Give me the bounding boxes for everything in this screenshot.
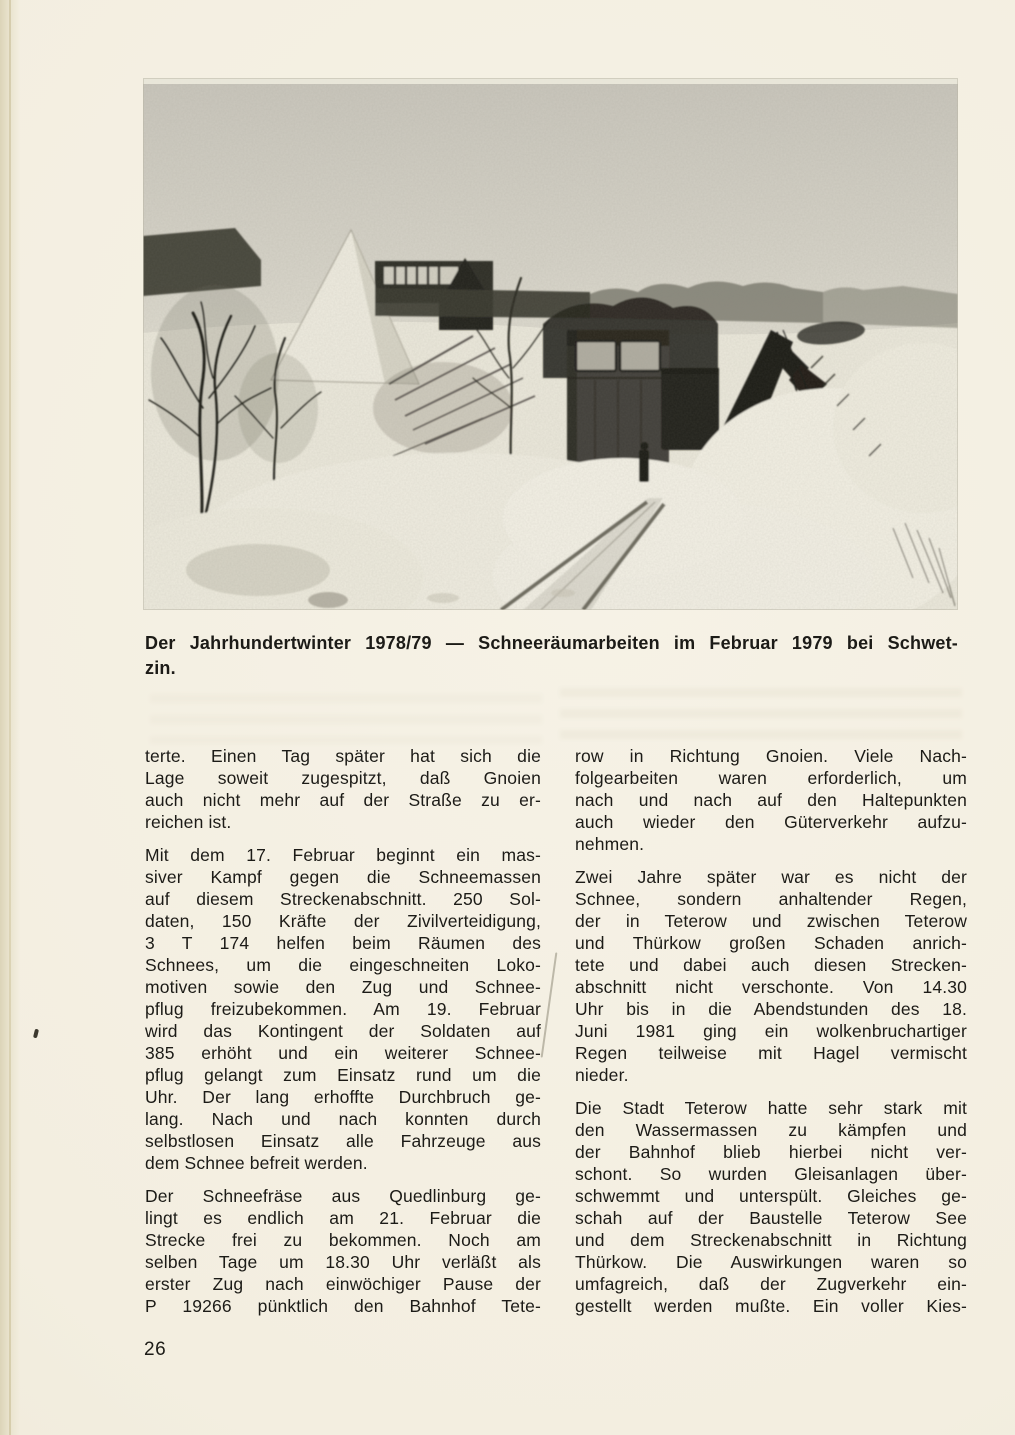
paragraph (145, 844, 541, 1174)
text-line: selbstlosen Einsatz alle Fahrzeuge aus (145, 1131, 541, 1151)
text-line: daten, 150 Kräfte der Zivilverteidigung, (145, 911, 541, 931)
text-line: umfagreich, daß der Zugverkehr ein- (575, 1274, 967, 1294)
text-line: pflug freizubekommen. Am 19. Februar (145, 999, 541, 1019)
text-line: schwemmt und unterspült. Gleiches ge- (575, 1186, 967, 1206)
text-line: Uhr. Der lang erhoffte Durchbruch ge- (145, 1087, 541, 1107)
text-line: folgearbeiten waren erforderlich, um (575, 768, 967, 788)
text-line: und Thürkow großen Schaden anrich- (575, 933, 967, 953)
page-fold-line (9, 0, 11, 1435)
text-line: Mit dem 17. Februar beginnt ein mas- (145, 845, 541, 865)
text-line: Die Stadt Teterow hatte sehr stark mit (575, 1098, 967, 1118)
text-line: Schnee, sondern anhaltender Regen, (575, 889, 967, 909)
text-line: 385 erhöht und ein weiterer Schnee- (145, 1043, 541, 1063)
text-line: auch nicht mehr auf der Straße zu er- (145, 790, 541, 810)
paragraph (575, 745, 967, 855)
page-number: 26 (144, 1339, 167, 1360)
text-line: 3 T 174 helfen beim Räumen des (145, 933, 541, 953)
article-columns (145, 745, 967, 1345)
ink-speck (33, 1029, 39, 1039)
text-line: lang. Nach und nach konnten durch (145, 1109, 541, 1129)
text-line: Schnees, um die eingeschneiten Loko- (145, 955, 541, 975)
text-line: Juni 1981 ging ein wolkenbruchartiger (575, 1021, 967, 1041)
paragraph (575, 866, 967, 1086)
text-line: der in Teterow und zwischen Teterow (575, 911, 967, 931)
column-left (145, 745, 541, 1328)
text-line: und dem Streckenabschnitt in Richtung (575, 1230, 967, 1250)
text-line: abschnitt nicht verschonte. Von 14.30 (575, 977, 967, 997)
text-line: pflug gelangt zum Einsatz rund um die (145, 1065, 541, 1085)
text-line: nieder. (575, 1065, 629, 1085)
text-line: tete und dabei auch diesen Strecken- (575, 955, 967, 975)
show-through-ghost (150, 694, 542, 744)
text-line: gestellt werden mußte. Ein voller Kies- (575, 1296, 967, 1316)
photo-grain-overlay (143, 78, 958, 610)
text-line: reichen ist. (145, 812, 232, 832)
text-line: Lage soweit zugespitzt, daß Gnoien (145, 768, 541, 788)
paragraph (145, 745, 541, 833)
text-line: nach und nach auf den Haltepunkten (575, 790, 967, 810)
text-line: motiven sowie den Zug und Schnee- (145, 977, 541, 997)
text-line: Der Schneefräse aus Quedlinburg ge- (145, 1186, 541, 1206)
text-line: schont. So wurden Gleisanlagen über- (575, 1164, 967, 1184)
caption-line-1: Der Jahrhundertwinter 1978/79 — Schneeräumarbeiten im Februar 1979 bei Schwet- (145, 633, 958, 653)
show-through-ghost (560, 688, 962, 746)
text-line: auf diesem Streckenabschnitt. 250 Sol- (145, 889, 541, 909)
text-line: erster Zug nach einwöchiger Pause der (145, 1274, 541, 1294)
text-line: Regen teilweise mit Hagel vermischt (575, 1043, 967, 1063)
text-line: selben Tage um 18.30 Uhr verläßt als (145, 1252, 541, 1272)
text-line: dem Schnee befreit werden. (145, 1153, 368, 1173)
column-right (575, 745, 967, 1328)
text-line: nehmen. (575, 834, 645, 854)
text-line: schah auf der Baustelle Teterow See (575, 1208, 967, 1228)
text-line: Uhr bis in die Abendstunden des 18. (575, 999, 967, 1019)
text-line: lingt es endlich am 21. Februar die (145, 1208, 541, 1228)
text-line: der Bahnhof blieb hierbei nicht ver- (575, 1142, 967, 1162)
text-line: siver Kampf gegen die Schneemassen (145, 867, 541, 887)
text-line: Zwei Jahre später war es nicht der (575, 867, 967, 887)
photo-illustration (143, 78, 958, 610)
paragraph (145, 1185, 541, 1317)
text-line: Thürkow. Die Auswirkungen waren so (575, 1252, 967, 1272)
text-line: row in Richtung Gnoien. Viele Nach- (575, 746, 967, 766)
text-line: P 19266 pünktlich den Bahnhof Tete- (145, 1296, 541, 1316)
text-line: den Wassermassen zu kämpfen und (575, 1120, 967, 1140)
snow-clearing-photo (143, 78, 958, 610)
text-line: terte. Einen Tag später hat sich die (145, 746, 541, 766)
text-line: Strecke frei zu bekommen. Noch am (145, 1230, 541, 1250)
caption-line-2: zin. (145, 658, 176, 678)
text-line: auch wieder den Güterverkehr aufzu- (575, 812, 967, 832)
paragraph (575, 1097, 967, 1317)
text-line: wird das Kontingent der Soldaten auf (145, 1021, 541, 1041)
photo-caption (145, 631, 958, 681)
